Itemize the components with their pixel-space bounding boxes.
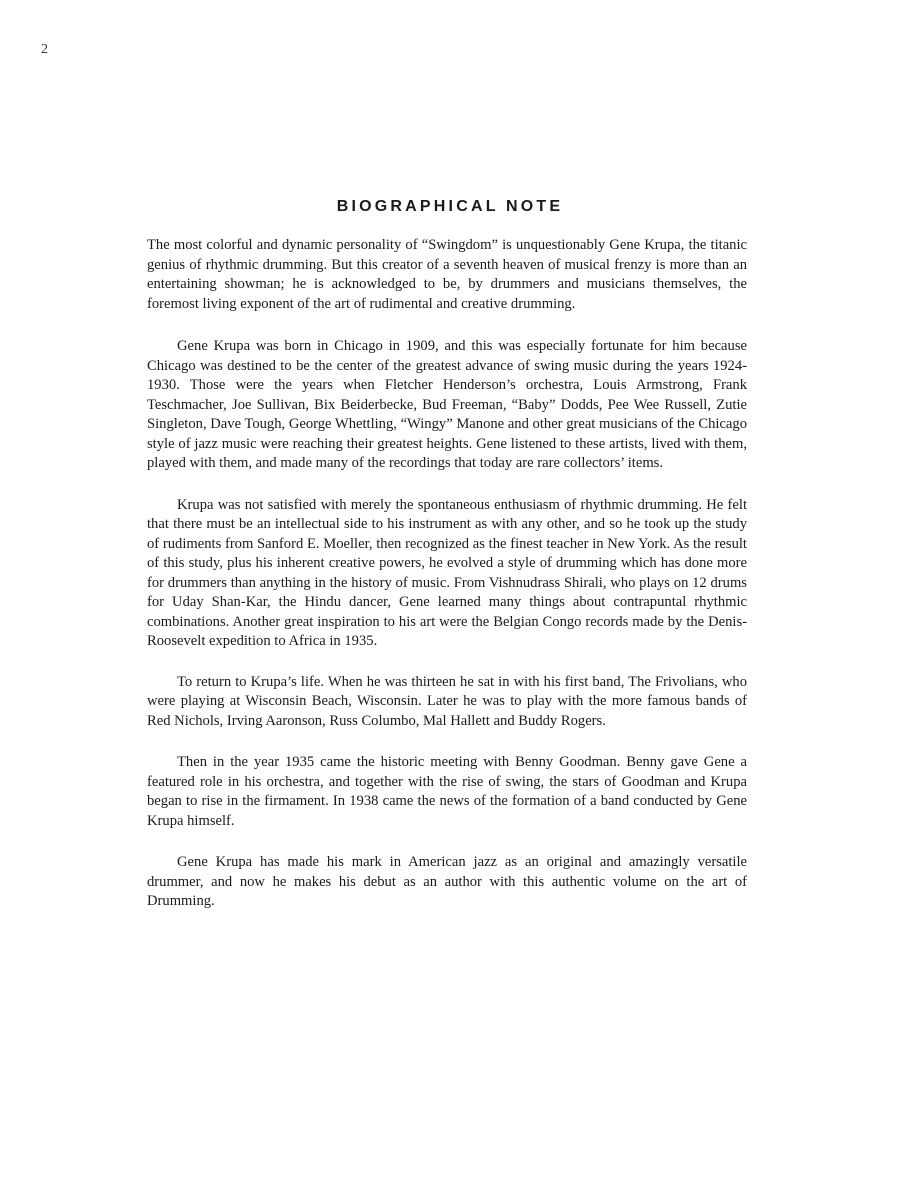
paragraph-first-band: To return to Krupa’s life. When he was thirteen he sat in with his first band, The Frivolians, who were playing at Wisconsin Beach, Wisconsin. Later he was to play with the more famous bands of Red Nichols, Irving Aaronson, Russ Columbo, Mal Hallett and Buddy Rogers. xyxy=(147,673,747,729)
paragraph-chicago: Gene Krupa was born in Chicago in 1909, and this was especially fortunate for him because Chicago was destined to be the center of the greatest advance of swing music during the years 1924-1930. Those were the years when Fletcher Henderson’s orchestra, Louis Armstrong, Frank Teschmacher, Joe Sullivan, Bix Beiderbecke, Bud Freeman, “Baby” Dodds, Pee Wee Russell, Zutie Singleton, Dave Tough, George Whettling, “Wingy” Manone and other great musicians of the Chicago style of jazz music were reaching their greatest heights. Gene listened to these artists, lived with them, played with them, and made many of the recordings that today are rare collectors’ items. xyxy=(147,338,747,471)
body-text xyxy=(147,236,747,912)
page-title: BIOGRAPHICAL NOTE xyxy=(336,198,564,215)
paragraph-intro: The most colorful and dynamic personality of “Swingdom” is unquestionably Gene Krupa, the titanic genius of rhythmic drumming. But this creator of a seventh heaven of musical frenzy is more than an entertaining showman; he is acknowledged to be, by drummers and musicians themselves, the foremost living exponent of the art of rudimental and creative drumming. xyxy=(147,237,747,312)
paragraph-author: Gene Krupa has made his mark in American jazz as an original and amazingly versatile drummer, and now he makes his debut as an author with this authentic volume on the art of Drumming. xyxy=(147,854,747,909)
paragraph-rudiments: Krupa was not satisfied with merely the spontaneous enthusiasm of rhythmic drumming. He felt that there must be an intellectual side to his instrument as with any other, and so he took up the study of rudiments from Sanford E. Moeller, then recognized as the finest teacher in New York. As the result of this study, plus his inherent creative powers, he evolved a style of drumming which has done more for drummers than anything in the history of music. From Vishnudrass Shirali, who plays on 12 drums for Uday Shan-Kar, the Hindu dancer, Gene learned many things about contrapuntal rhythmic combinations. Another great inspiration to his art were the Belgian Congo records made by the Denis-Roosevelt expedition to Africa in 1935. xyxy=(147,496,747,649)
paragraph-goodman: Then in the year 1935 came the historic meeting with Benny Goodman. Benny gave Gene a featured role in his orchestra, and together with the rise of swing, the stars of Goodman and Krupa began to rise in the firmament. In 1938 came the news of the formation of a band conducted by Gene Krupa himself. xyxy=(147,754,747,829)
page-number: 2 xyxy=(41,42,48,57)
